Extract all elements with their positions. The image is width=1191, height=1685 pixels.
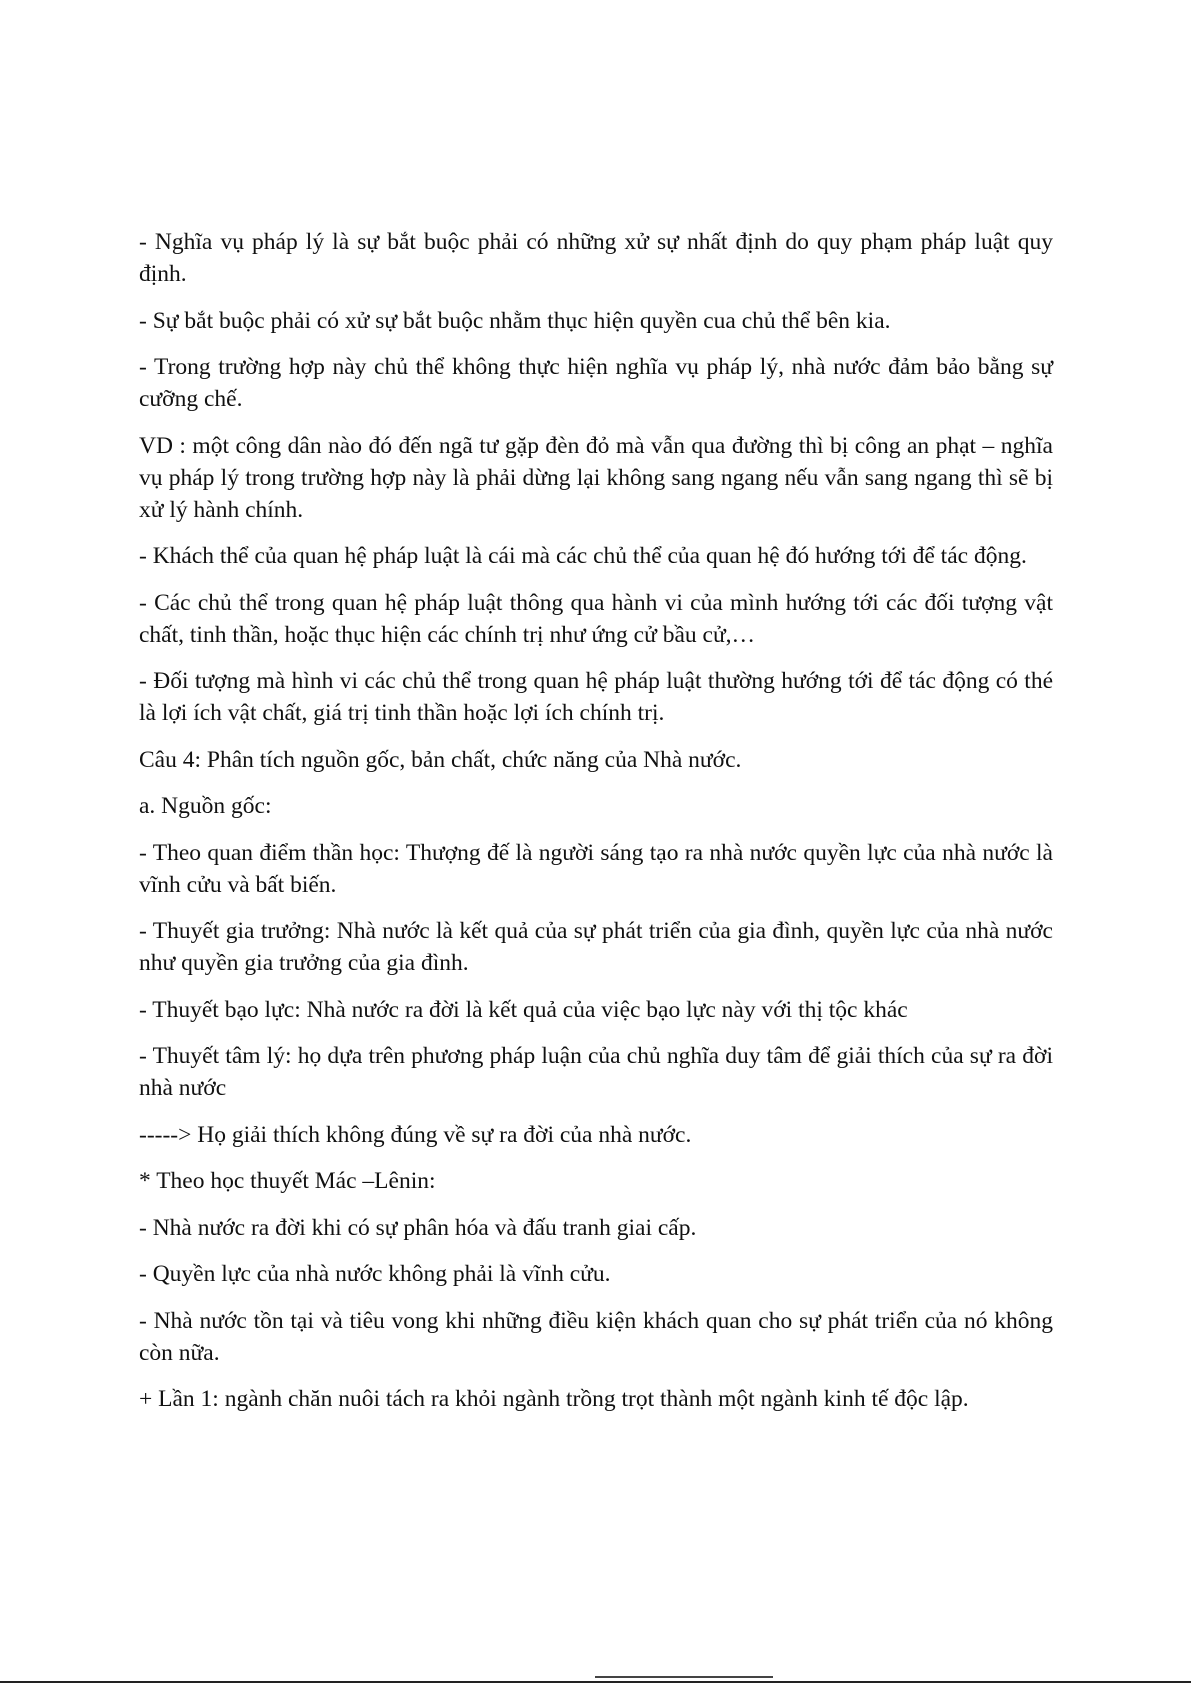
paragraph-theology-view: - Theo quan điểm thần học: Thượng đế là người sáng tạo ra nhà nước quyền lực của nhà nước là vĩnh cửu và bất biến. — [139, 839, 1053, 898]
paragraph-legal-obligation-definition: - Nghĩa vụ pháp lý là sự bắt buộc phải có những xử sự nhất định do quy phạm pháp luật quy định. — [139, 229, 1053, 287]
paragraph-violence-theory: - Thuyết bạo lực: Nhà nước ra đời là kết quả của việc bạo lực này với thị tộc khác — [139, 996, 908, 1023]
paragraph-object-of-relation: - Khách thể của quan hệ pháp luật là cái mà các chủ thể của quan hệ đó hướng tới để tác động. — [139, 543, 1027, 569]
paragraph-subjects-behavior: - Các chủ thể trong quan hệ pháp luật thông qua hành vi của mình hướng tới các đối tượng vật chất, tinh thần, hoặc thục hiện các chính trị như ứng cử bầu cử,… — [139, 589, 1053, 648]
section-a-origin-heading: a. Nguồn gốc: — [139, 793, 272, 819]
paragraph-class-struggle: - Nhà nước ra đời khi có sự phân hóa và đấu tranh giai cấp. — [139, 1214, 697, 1241]
document-body — [139, 226, 1053, 1430]
footer-rule-short — [595, 1676, 773, 1678]
footer-rule — [0, 1681, 1191, 1683]
paragraph-psychology-theory: - Thuyết tâm lý: họ dựa trên phương pháp luận của chủ nghĩa duy tâm để giải thích của sự ra đời nhà nước — [139, 1043, 1053, 1101]
paragraph-state-coercion: - Trong trường hợp này chủ thể không thực hiện nghĩa vụ pháp lý, nhà nước đảm bảo bằng sự cưỡng chế. — [139, 354, 1053, 412]
paragraph-conclusion-incorrect: -----> Họ giải thích không đúng về sự ra đời của nhà nước. — [139, 1121, 692, 1148]
paragraph-state-exists-perishes: - Nhà nước tồn tại và tiêu vong khi những điều kiện khách quan cho sự phát triển của nó không còn nữa. — [139, 1307, 1053, 1366]
paragraph-power-not-eternal: - Quyền lực của nhà nước không phải là vĩnh cửu. — [139, 1261, 611, 1287]
paragraph-example-traffic: VD : một công dân nào đó đến ngã tư gặp đèn đỏ mà vẫn qua đường thì bị công an phạt – nghĩa vụ pháp lý trong trường hợp này là phải dừng lại không sang ngang nếu vẫn sang ngang thì sẽ bị xử lý hành chính. — [139, 432, 1053, 523]
question-4-heading: Câu 4: Phân tích nguồn gốc, bản chất, chức năng của Nhà nước. — [139, 746, 742, 773]
paragraph-marx-lenin-heading: * Theo học thuyết Mác –Lênin: — [139, 1168, 436, 1194]
paragraph-target-interests: - Đối tượng mà hình vi các chủ thể trong quan hệ pháp luật thường hướng tới để tác động có thé là lợi ích vật chất, giá trị tinh thần hoặc lợi ích chính trị. — [139, 668, 1053, 726]
paragraph-patriarchal-theory: - Thuyết gia trưởng: Nhà nước là kết quả của sự phát triển của gia đình, quyền lực của nhà nước như quyền gia trưởng của gia đình. — [139, 918, 1053, 976]
paragraph-mandatory-conduct: - Sự bắt buộc phải có xử sự bắt buộc nhằm thục hiện quyền cua chủ thể bên kia. — [139, 307, 891, 334]
paragraph-first-division: + Lần 1: ngành chăn nuôi tách ra khỏi ngành trồng trọt thành một ngành kinh tế độc lập. — [139, 1386, 969, 1412]
